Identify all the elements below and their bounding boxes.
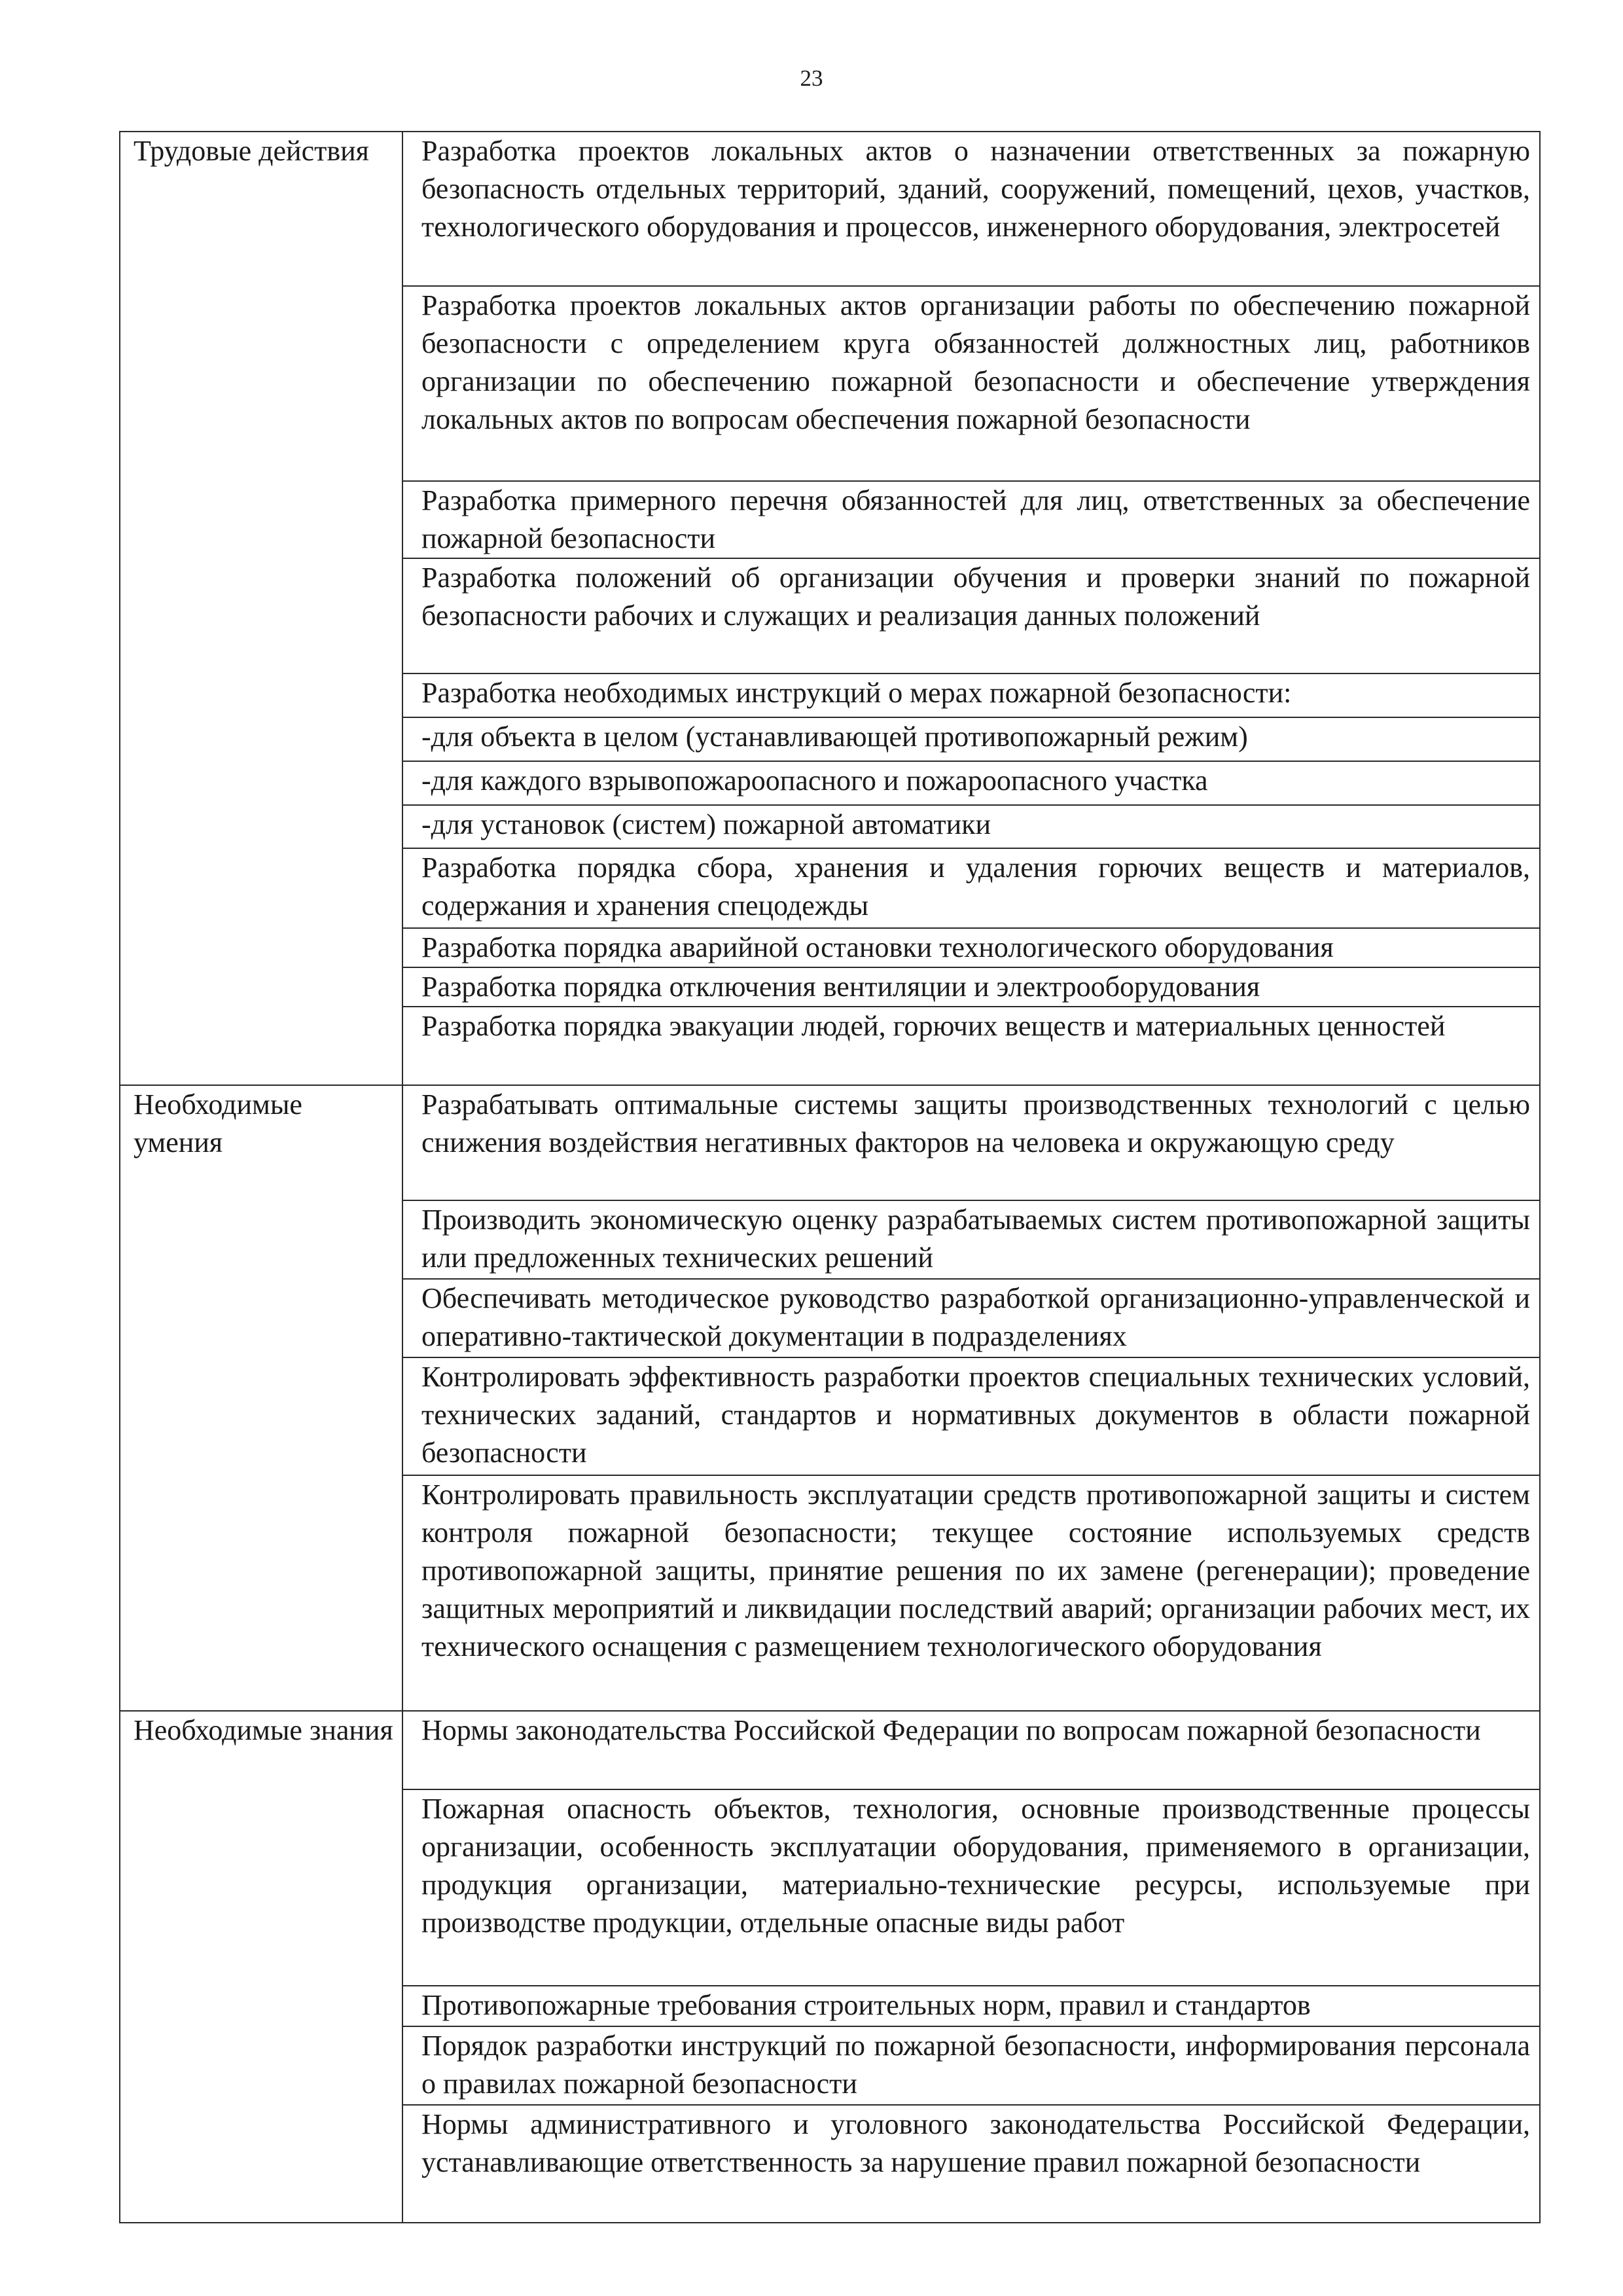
table-cell: Разработка необходимых инструкций о мерах пожарной безопасности:: [402, 673, 1540, 717]
table-cell: Контролировать правильность эксплуатации средств противопожарной защиты и систем контроля пожарной безопасности; текущее состояние используемых средств противопожарной защиты, принятие решения по их замене (регенерации); проведение защитных мероприятий и ликвидации последствий аварий; организации рабочих мест, их технического оснащения с размещением технологического оборудования: [402, 1475, 1540, 1711]
section-label-labor-actions: Трудовые действия: [120, 132, 402, 1085]
table-row: [120, 132, 1540, 286]
table-cell: Нормы административного и уголовного законодательства Российской Федерации, устанавливающие ответственность за нарушение правил пожарной безопасности: [402, 2105, 1540, 2223]
table-cell: Производить экономическую оценку разрабатываемых систем противопожарной защиты или предложенных технических решений: [402, 1200, 1540, 1279]
table-cell: Контролировать эффективность разработки проектов специальных технических условий, технических заданий, стандартов и нормативных документов в области пожарной безопасности: [402, 1357, 1540, 1475]
table-cell: Пожарная опасность объектов, технология, основные производственные процессы организации, особенность эксплуатации оборудования, применяемого в организации, продукция организации, материально-технические ресурсы, используемые при производстве продукции, отдельные опасные виды работ: [402, 1789, 1540, 1986]
table-row: [120, 1085, 1540, 1200]
table-row: [120, 1711, 1540, 1789]
table-cell: Разработка порядка сбора, хранения и удаления горючих веществ и материалов, содержания и хранения спецодежды: [402, 848, 1540, 928]
table-cell: Разработка проектов локальных актов организации работы по обеспечению пожарной безопасности с определением круга обязанностей должностных лиц, работников организации по обеспечению пожарной безопасности и обеспечение утверждения локальных актов по вопросам обеспечения пожарной безопасности: [402, 286, 1540, 481]
section-label-required-skills: Необходимые умения: [120, 1085, 402, 1711]
table-cell: Разработка порядка аварийной остановки технологического оборудования: [402, 928, 1540, 967]
table-cell: Разрабатывать оптимальные системы защиты производственных технологий с целью снижения воздействия негативных факторов на человека и окружающую среду: [402, 1085, 1540, 1200]
table-cell: Разработка порядка отключения вентиляции и электрооборудования: [402, 967, 1540, 1007]
table-cell: Разработка проектов локальных актов о назначении ответственных за пожарную безопасность отдельных территорий, зданий, сооружений, помещений, цехов, участков, технологического оборудования и процессов, инженерного оборудования, электросетей: [402, 132, 1540, 286]
table-cell: Нормы законодательства Российской Федерации по вопросам пожарной безопасности: [402, 1711, 1540, 1789]
competency-table: [119, 131, 1541, 2223]
page-number: 23: [800, 65, 823, 91]
table-cell: Порядок разработки инструкций по пожарной безопасности, информирования персонала о правилах пожарной безопасности: [402, 2026, 1540, 2105]
table-cell: -для установок (систем) пожарной автоматики: [402, 805, 1540, 848]
table-cell: Противопожарные требования строительных норм, правил и стандартов: [402, 1986, 1540, 2026]
table-cell: Обеспечивать методическое руководство разработкой организационно-управленческой и оперативно-тактической документации в подразделениях: [402, 1279, 1540, 1357]
table-cell: Разработка порядка эвакуации людей, горючих веществ и материальных ценностей: [402, 1007, 1540, 1085]
section-label-required-knowledge: Необходимые знания: [120, 1711, 402, 2223]
table-cell: -для каждого взрывопожароопасного и пожароопасного участка: [402, 761, 1540, 805]
table-cell: Разработка положений об организации обучения и проверки знаний по пожарной безопасности рабочих и служащих и реализация данных положений: [402, 558, 1540, 673]
table-cell: -для объекта в целом (устанавливающей противопожарный режим): [402, 717, 1540, 761]
table-cell: Разработка примерного перечня обязанностей для лиц, ответственных за обеспечение пожарной безопасности: [402, 481, 1540, 558]
